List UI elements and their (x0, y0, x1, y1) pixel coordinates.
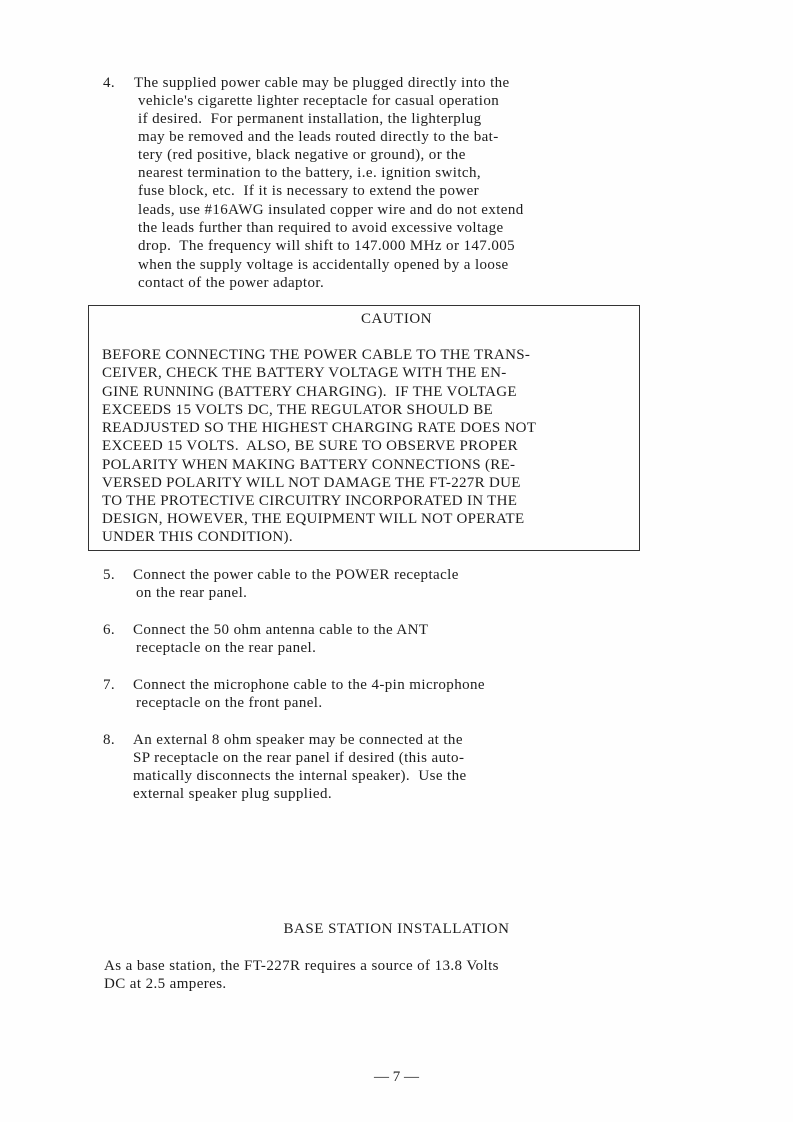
item-text-line: fuse block, etc. If it is necessary to extend the power (138, 183, 480, 199)
item-text-line: receptacle on the rear panel. (136, 640, 317, 656)
item-text-line: the leads further than required to avoid excessive voltage (138, 220, 504, 236)
item-text-line: on the rear panel. (136, 585, 248, 601)
caution-line: CEIVER, CHECK THE BATTERY VOLTAGE WITH THE EN- (102, 365, 507, 381)
item-text-line: tery (red positive, black negative or ground), or the (138, 147, 466, 163)
caution-title: CAUTION (361, 311, 432, 327)
item-number: 6. (103, 622, 116, 638)
caution-line: READJUSTED SO THE HIGHEST CHARGING RATE DOES NOT (102, 420, 537, 436)
item-text-line: An external 8 ohm speaker may be connected at the (133, 732, 463, 748)
item-number: 5. (103, 567, 116, 583)
item-text-line: Connect the power cable to the POWER receptacle (133, 567, 459, 583)
paragraph-line: As a base station, the FT-227R requires a source of 13.8 Volts (104, 958, 499, 974)
item-number: 8. (103, 732, 116, 748)
item-text-line: drop. The frequency will shift to 147.000 MHz or 147.005 (138, 238, 516, 254)
caution-line: VERSED POLARITY WILL NOT DAMAGE THE FT-227R DUE (102, 475, 521, 491)
caution-line: TO THE PROTECTIVE CIRCUITRY INCORPORATED IN THE (102, 493, 518, 509)
item-text-line: nearest termination to the battery, i.e. ignition switch, (138, 165, 481, 181)
item-text-line: may be removed and the leads routed directly to the bat- (138, 129, 499, 145)
item-text-line: when the supply voltage is accidentally opened by a loose (138, 257, 509, 273)
item-text-line: Connect the 50 ohm antenna cable to the ANT (133, 622, 429, 638)
caution-line: POLARITY WHEN MAKING BATTERY CONNECTIONS (RE- (102, 457, 516, 473)
caution-line: EXCEED 15 VOLTS. ALSO, BE SURE TO OBSERVE PROPER (102, 438, 518, 454)
item-number: 4. (103, 75, 116, 91)
item-text-line: vehicle's cigarette lighter receptacle for casual operation (138, 93, 500, 109)
item-text-line: receptacle on the front panel. (136, 695, 323, 711)
item-text-line: leads, use #16AWG insulated copper wire and do not extend (138, 202, 524, 218)
item-text-line: external speaker plug supplied. (133, 786, 333, 802)
item-text-line: if desired. For permanent installation, the lighterplug (138, 111, 482, 127)
item-text-line: contact of the power adaptor. (138, 275, 325, 291)
item-text-line: Connect the microphone cable to the 4-pin microphone (133, 677, 485, 693)
caution-line: DESIGN, HOWEVER, THE EQUIPMENT WILL NOT OPERATE (102, 511, 525, 527)
caution-line: GINE RUNNING (BATTERY CHARGING). IF THE VOLTAGE (102, 384, 517, 400)
item-text-line: matically disconnects the internal speaker). Use the (133, 768, 467, 784)
paragraph-line: DC at 2.5 amperes. (104, 976, 227, 992)
caution-line: UNDER THIS CONDITION). (102, 529, 293, 545)
page-number: — 7 — (374, 1069, 419, 1085)
item-text-line: The supplied power cable may be plugged directly into the (134, 75, 510, 91)
caution-line: BEFORE CONNECTING THE POWER CABLE TO THE TRANS- (102, 347, 531, 363)
item-text-line: SP receptacle on the rear panel if desired (this auto- (133, 750, 465, 766)
item-number: 7. (103, 677, 116, 693)
caution-line: EXCEEDS 15 VOLTS DC, THE REGULATOR SHOULD BE (102, 402, 494, 418)
section-heading: BASE STATION INSTALLATION (283, 921, 510, 937)
